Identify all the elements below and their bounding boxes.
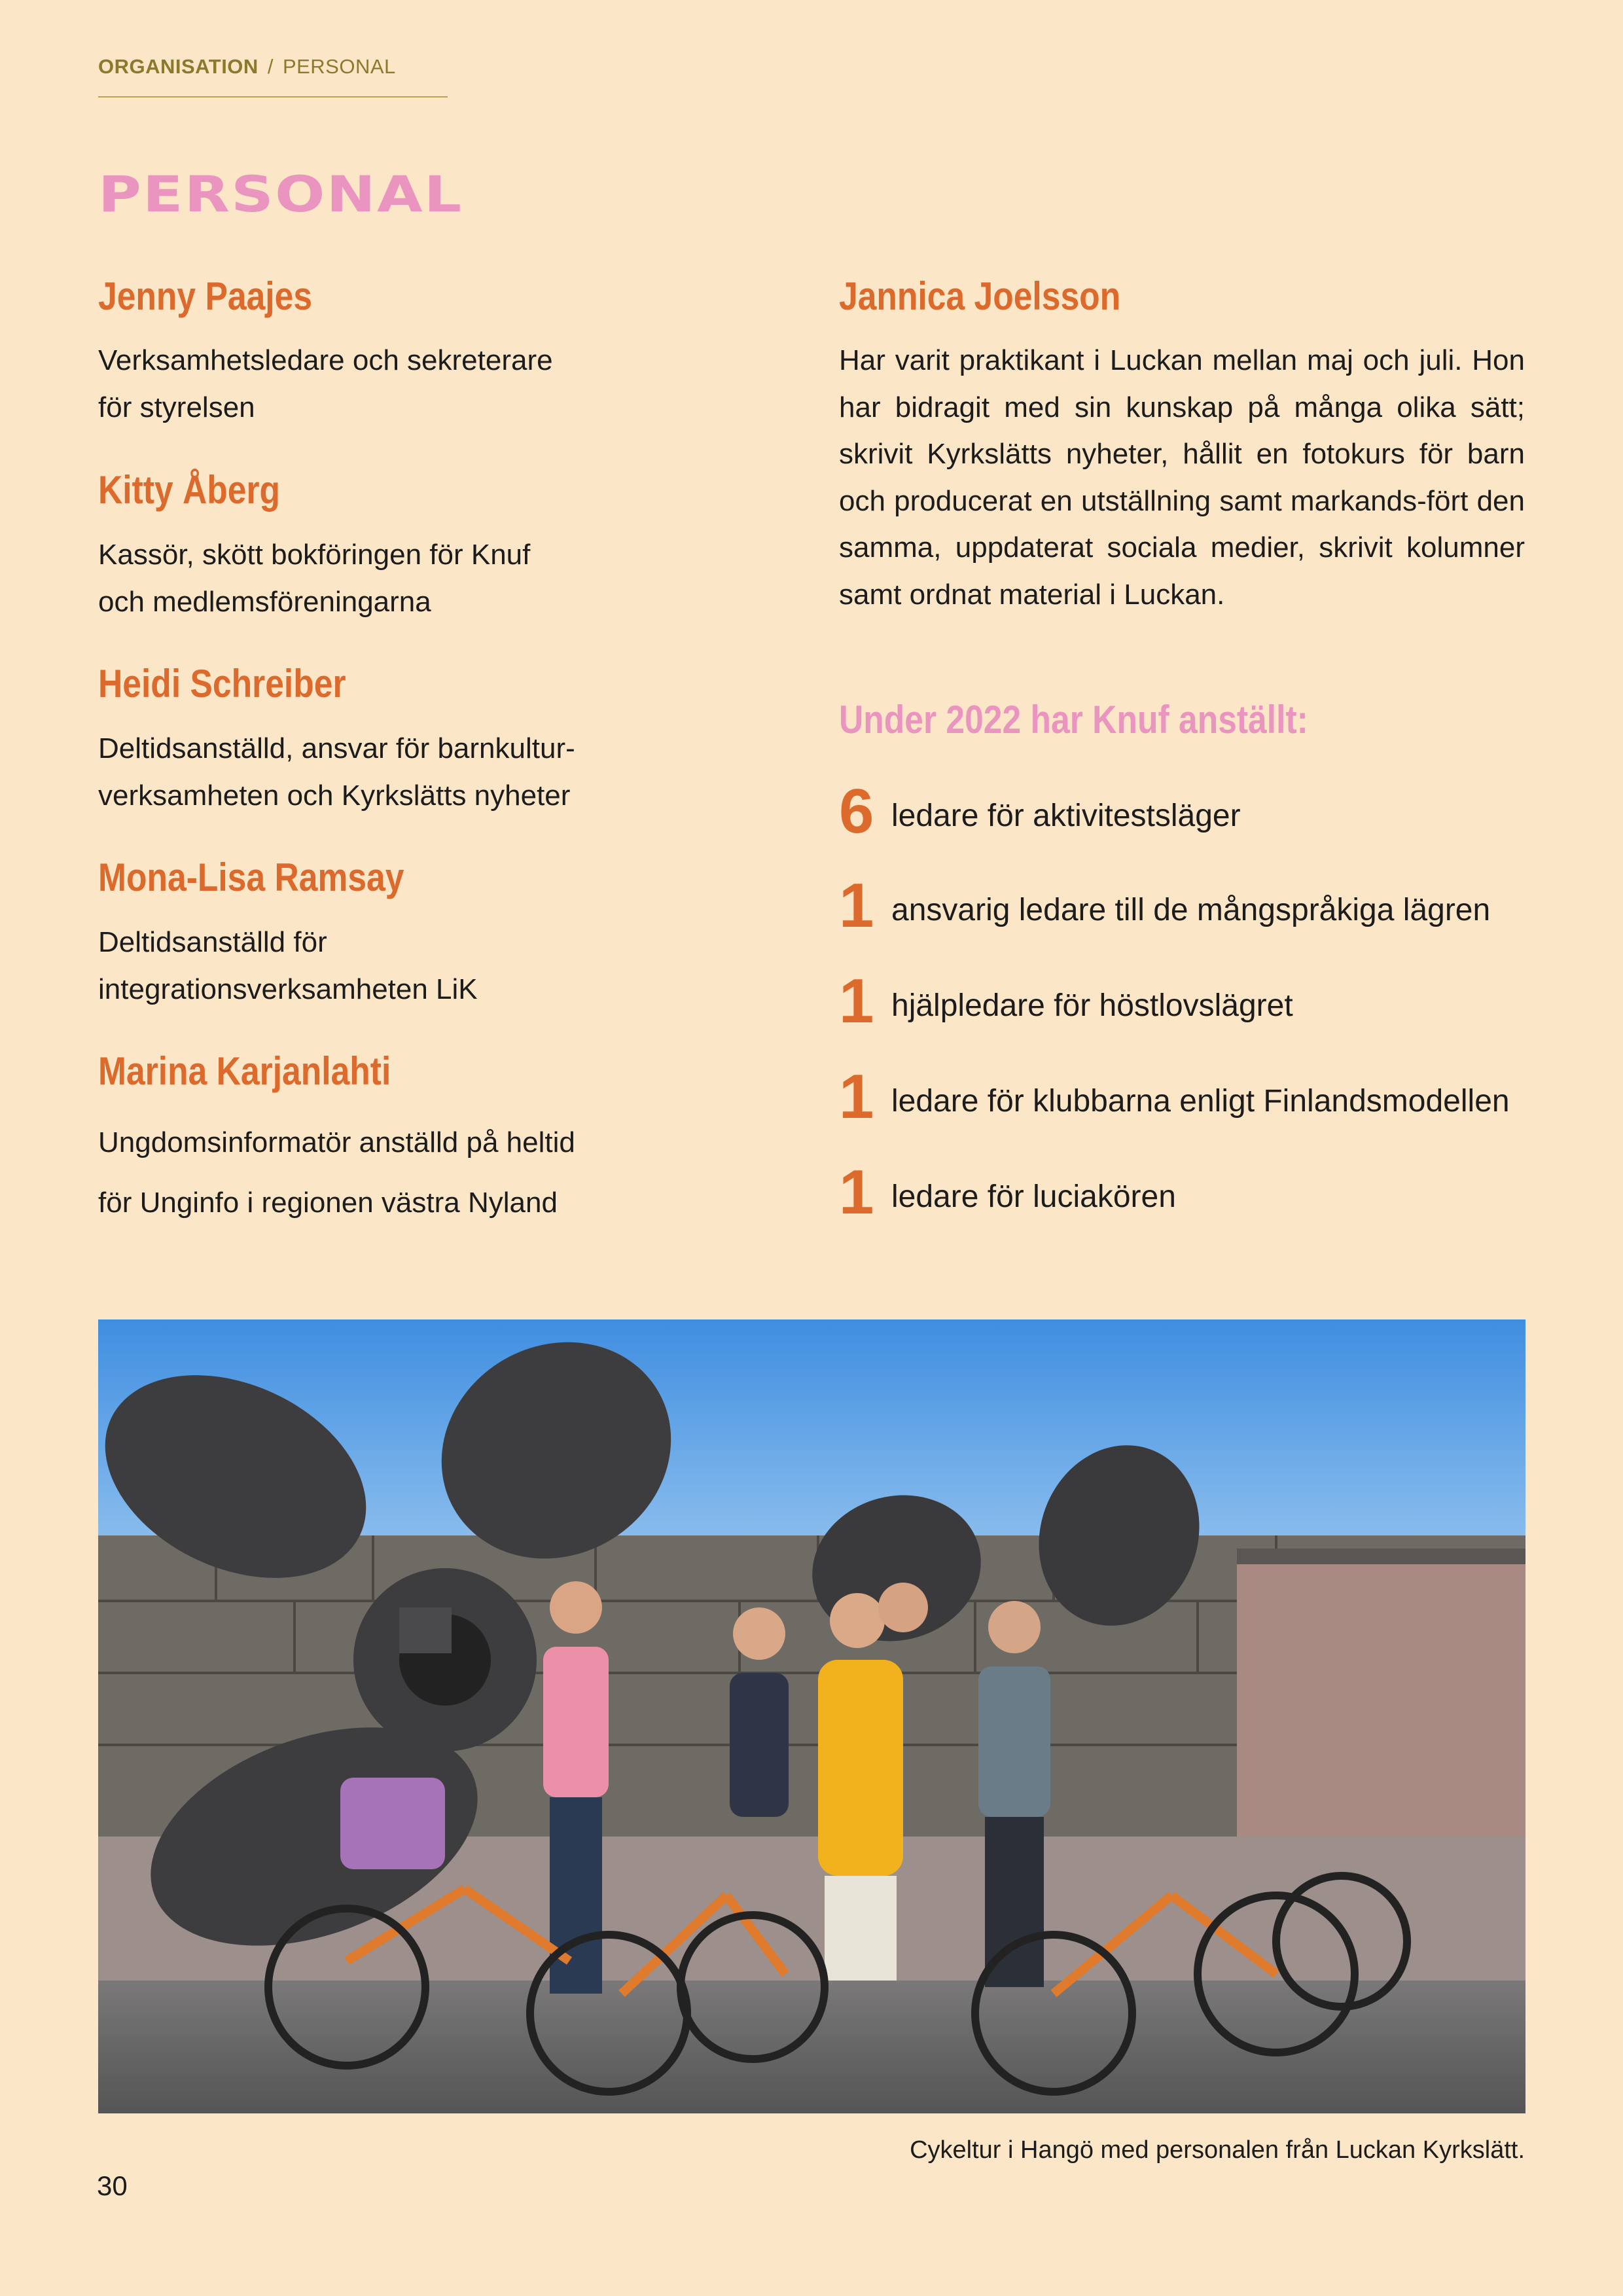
breadcrumb: [98, 55, 396, 79]
staff-description-line: Deltidsanställd, ansvar för barnkultur-: [98, 732, 575, 764]
employment-label: ansvarig ledare till de mångspråkiga lägren: [891, 893, 1491, 927]
employment-item: [839, 1157, 1493, 1227]
employment-item: [839, 1062, 1598, 1132]
staff-name: Heidi Schreiber: [98, 662, 346, 706]
page-number: 30: [97, 2170, 128, 2201]
intern-name: Jannica Joelsson: [839, 274, 1121, 318]
employment-count: 1: [839, 1157, 874, 1227]
intern-description: Har varit praktikant i Luckan mellan maj och juli. Hon har bidragit med sin kunskap på många olika sätt; skrivit Kyrkslätts nyheter, hållit en fotokurs för barn och producerat en utställning samt markands-fört den samma, uppdaterat sociala medier, skrivit kolumner samt ordnat material i Luckan.: [839, 344, 1525, 611]
breadcrumb-separator: /: [267, 55, 274, 78]
employment-count: 6: [839, 776, 874, 846]
breadcrumb-divider: [98, 96, 448, 98]
staff-description-line: för styrelsen: [98, 391, 255, 423]
staff-name: Marina Karjanlahti: [98, 1049, 391, 1093]
employment-item: [839, 870, 1559, 941]
staff-description-line: Verksamhetsledare och sekreterare: [98, 344, 553, 376]
staff-name: Kitty Åberg: [98, 468, 281, 512]
staff-description-line: Deltidsanställd för: [98, 926, 327, 958]
group-photo: [98, 1319, 1525, 2113]
staff-description-line: för Unginfo i regionen västra Nyland: [98, 1187, 558, 1219]
employment-label: ledare för klubbarna enligt Finlandsmodellen: [891, 1084, 1510, 1119]
employment-count: 1: [839, 1062, 874, 1132]
staff-name: Jenny Paajes: [98, 274, 313, 318]
staff-description-line: verksamheten och Kyrkslätts nyheter: [98, 780, 571, 812]
staff-description-line: Kassör, skött bokföringen för Knuf: [98, 539, 531, 571]
staff-description: [98, 531, 530, 626]
employment-item: [839, 966, 1559, 1036]
breadcrumb-section[interactable]: ORGANISATION: [98, 55, 259, 78]
employment-label: hjälpledare för höstlovslägret: [891, 988, 1293, 1023]
staff-description-line: och medlemsföreningarna: [98, 586, 431, 618]
employment-count: 1: [839, 966, 874, 1036]
staff-description: [98, 337, 553, 431]
breadcrumb-current: PERSONAL: [282, 55, 396, 78]
staff-description: [98, 919, 478, 1013]
staff-description: [98, 725, 575, 819]
page-title: PERSONAL: [98, 165, 463, 223]
staff-description-line: Ungdomsinformatör anställd på heltid: [98, 1126, 575, 1158]
employment-item: [839, 776, 1493, 846]
employment-heading: Under 2022 har Knuf anställt:: [839, 698, 1308, 742]
employment-label: ledare för aktivitestsläger: [891, 798, 1241, 833]
staff-name: Mona-Lisa Ramsay: [98, 855, 404, 899]
employment-label: ledare för luciakören: [891, 1179, 1176, 1214]
employment-count: 1: [839, 870, 874, 941]
staff-description-line: integrationsverksamheten LiK: [98, 973, 478, 1005]
staff-description: [98, 1113, 575, 1233]
photo-caption: Cykeltur i Hangö med personalen från Luckan Kyrkslätt.: [910, 2136, 1525, 2164]
